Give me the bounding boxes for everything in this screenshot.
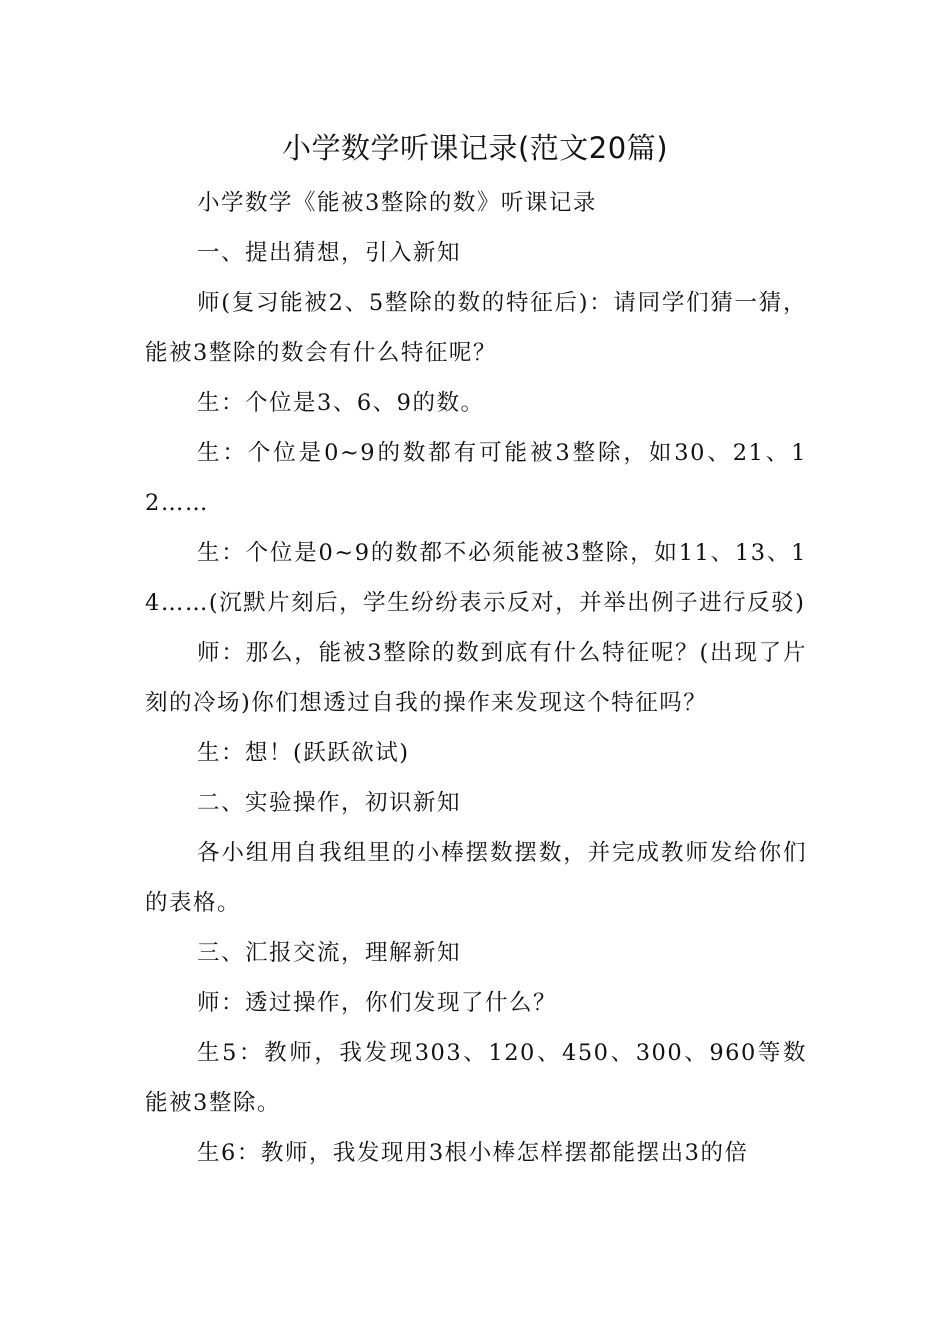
paragraph-lesson-heading: 小学数学《能被3整除的数》听课记录 [197,190,597,216]
document-title: 小学数学听课记录(范文20篇) [281,131,669,165]
paragraph-student-5-finding: 生5：教师，我发现303、120、450、300、960等数能被3整除。 [145,1040,807,1116]
paragraph-student-answer-2: 生：个位是0~9的数都有可能被3整除，如30、21、12…… [145,440,807,516]
paragraph-section-2-heading: 二、实验操作，初识新知 [197,790,462,816]
paragraph-teacher-discovery-question: 师：透过操作，你们发现了什么？ [197,990,558,1016]
paragraph-section-1-heading: 一、提出猜想，引入新知 [197,240,462,266]
document-body [145,178,807,1178]
paragraph-student-answer-3: 生：个位是0~9的数都不必须能被3整除，如11、13、14……(沉默片刻后，学生纷纷表示反对，并举出例子进行反驳) [145,540,807,616]
paragraph-group-activity: 各小组用自我组里的小棒摆数摆数，并完成教师发给你们的表格。 [145,840,807,916]
paragraph-student-answer-1: 生：个位是3、6、9的数。 [197,390,485,416]
paragraph-teacher-question: 师(复习能被2、5整除的数的特征后)：请同学们猜一猜，能被3整除的数会有什么特征呢？ [145,290,807,366]
paragraph-teacher-followup: 师：那么，能被3整除的数到底有什么特征呢？(出现了片刻的冷场)你们想透过自我的操作来发现这个特征吗？ [145,640,807,716]
paragraph-section-3-heading: 三、汇报交流，理解新知 [197,940,462,966]
paragraph-student-reply: 生：想！(跃跃欲试) [197,740,410,766]
paragraph-student-6-finding: 生6：教师，我发现用3根小棒怎样摆都能摆出3的倍 [197,1140,749,1166]
